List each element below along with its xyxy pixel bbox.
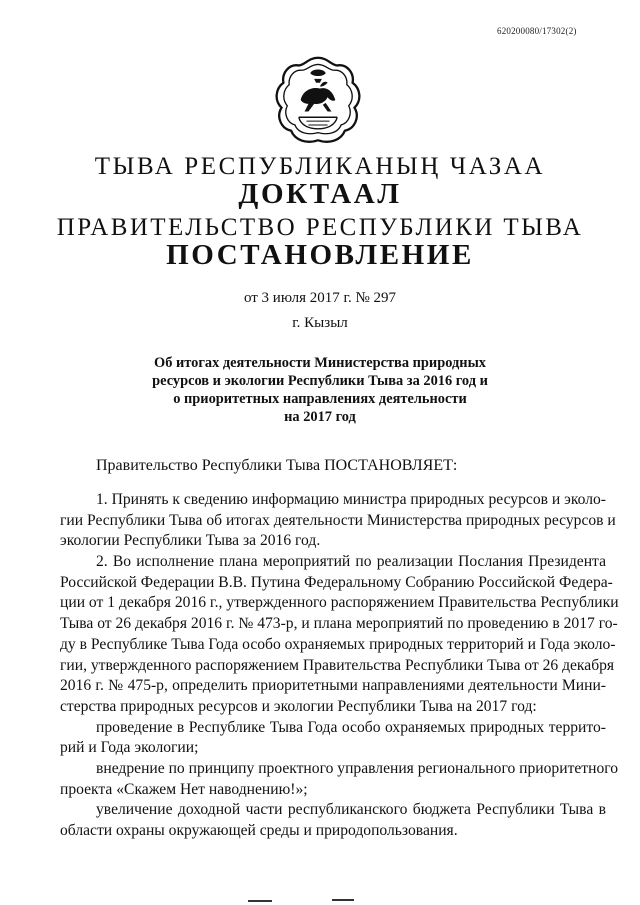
body-line: Тыва от 26 декабря 2016 г. № 473-р, и плана мероприятий по проведению в 2017 го- — [60, 615, 618, 633]
body-line: гии Республики Тыва об итогах деятельности Министерства природных ресурсов и — [60, 511, 616, 529]
body-line: ции от 1 декабря 2016 г., утвержденного распоряжением Правительства Республики — [60, 594, 619, 612]
header-tuvan-government: ТЫВА РЕСПУБЛИКАНЫҢ ЧАЗАА — [94, 153, 546, 180]
body-line: Российской Федерации В.В. Путина Федеральному Собранию Российской Федера- — [60, 573, 613, 591]
body-line: гии, утвержденного распоряжением Правительства Республики Тыва от 26 декабря — [60, 656, 615, 674]
scan-artifact — [248, 900, 272, 902]
document-city: г. Кызыл — [292, 315, 348, 331]
body-line: 2016 г. № 475-р, определить приоритетными направлениями деятельности Мини- — [60, 677, 606, 695]
title-line: ресурсов и экологии Республики Тыва за 2016 год и — [152, 373, 488, 389]
resolution-title — [130, 354, 510, 426]
body-line: увеличение доходной части республиканского бюджета Республики Тыва в — [96, 801, 606, 819]
document-date: от 3 июля 2017 г. № 297 — [243, 290, 397, 306]
header-doktaal: ДОКТААЛ — [238, 178, 402, 210]
body-line: проекта «Скажем Нет наводнению!»; — [60, 780, 308, 798]
title-line: о приоритетных направлениях деятельности — [173, 391, 467, 407]
scan-artifact — [332, 899, 354, 901]
title-line: Об итогах деятельности Министерства природных — [154, 355, 486, 371]
body-line: внедрение по принципу проектного управления регионального приоритетного — [96, 759, 619, 777]
document-number: 620200080/17302(2) — [497, 26, 577, 36]
header-russian-government: ПРАВИТЕЛЬСТВО РЕСПУБЛИКИ ТЫВА — [56, 214, 584, 241]
header-postanovlenie: ПОСТАНОВЛЕНИЕ — [166, 239, 474, 271]
preamble: Правительство Республики Тыва ПОСТАНОВЛЯЕТ: — [96, 457, 458, 474]
body-line: 1. Принять к сведению информацию министра природных ресурсов и эколо- — [96, 491, 606, 508]
body-line: проведение в Республике Тыва Года особо охраняемых природных террито- — [96, 718, 606, 736]
resolution-body — [60, 490, 619, 842]
body-line: 2. Во исполнение плана мероприятий по реализации Послания Президента — [96, 553, 606, 571]
title-line: на 2017 год — [284, 409, 356, 425]
body-line: экологии Республики Тыва за 2016 год. — [60, 532, 321, 550]
body-line: рий и Года экологии; — [60, 739, 199, 757]
body-line: области охраны окружающей среды и природопользования. — [60, 822, 458, 839]
body-line: ду в Республике Тыва Года особо охраняемых природных территорий и Года эколо- — [60, 635, 616, 653]
tuva-coat-of-arms-icon — [270, 52, 366, 148]
body-line: стерства природных ресурсов и экологии Республики Тыва на 2017 год: — [60, 697, 537, 715]
